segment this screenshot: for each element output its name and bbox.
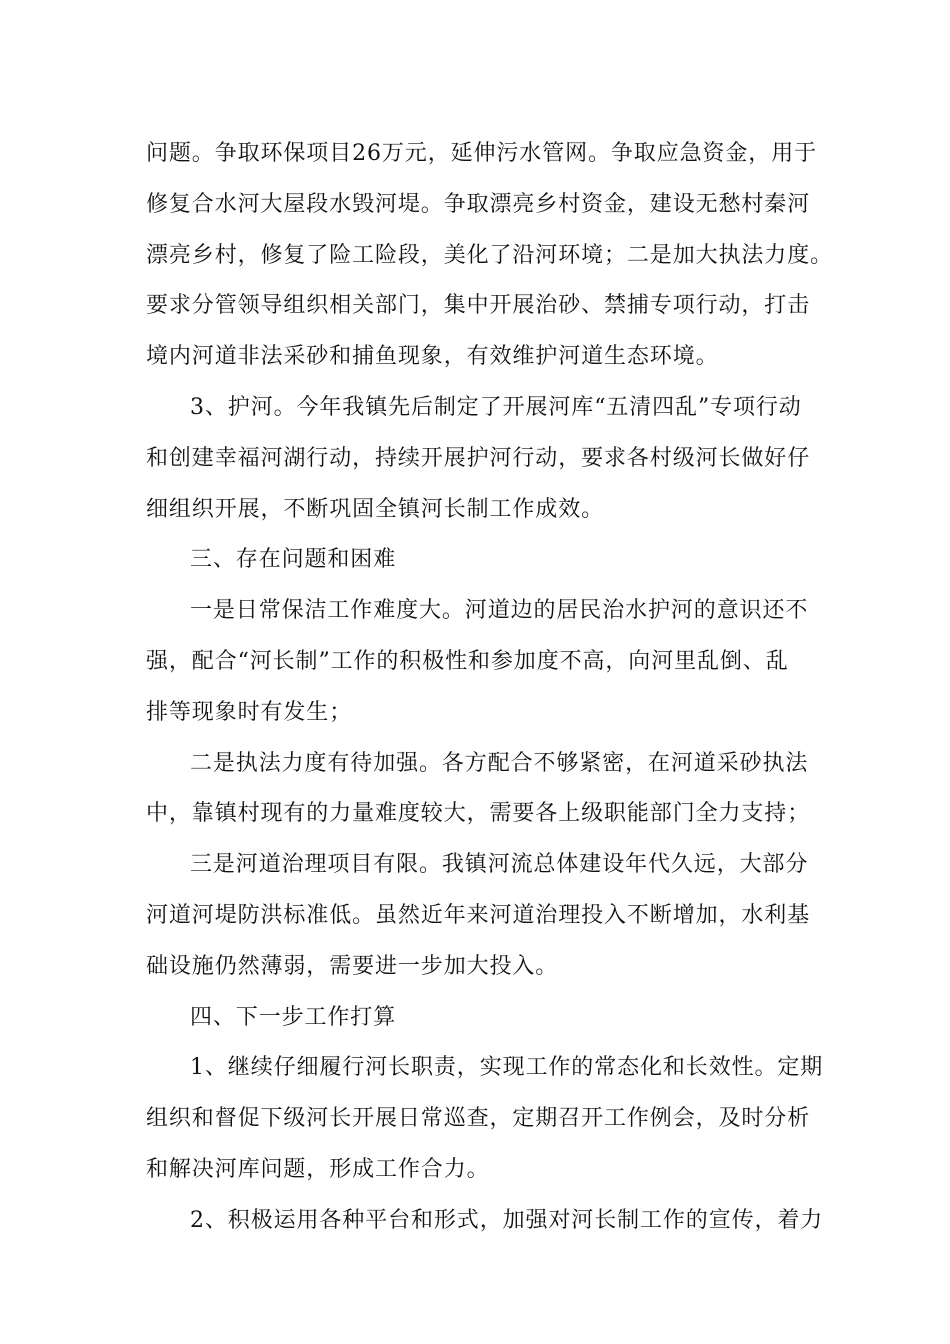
paragraph-start-line: 三是河道治理项目有限。我镇河流总体建设年代久远，大部分 bbox=[190, 852, 809, 878]
text-line: 排等现象时有发生； bbox=[146, 699, 353, 725]
text-line: 和创建幸福河湖行动，持续开展护河行动，要求各村级河长做好仔 bbox=[146, 445, 811, 471]
text-line: 础设施仍然薄弱，需要进一步加大投入。 bbox=[146, 953, 559, 979]
paragraph-start-line: 二是执法力度有待加强。各方配合不够紧密，在河道采砂执法 bbox=[190, 750, 809, 776]
text-line: 强，配合“河长制”工作的积极性和参加度不高，向河里乱倒、乱 bbox=[146, 648, 789, 674]
text-line: 细组织开展，不断巩固全镇河长制工作成效。 bbox=[146, 496, 605, 522]
text-line: 问题。争取环保项目26万元，延伸污水管网。争取应急资金，用于 bbox=[146, 141, 817, 166]
text-line: 境内河道非法采砂和捕鱼现象，有效维护河道生态环境。 bbox=[146, 344, 719, 370]
section-heading: 四、下一步工作打算 bbox=[190, 1004, 397, 1030]
text-line: 要求分管领导组织相关部门，集中开展治砂、禁捕专项行动，打击 bbox=[146, 293, 811, 319]
text-line: 和解决河库问题，形成工作合力。 bbox=[146, 1156, 490, 1182]
paragraph-start-line: 3、护河。今年我镇先后制定了开展河库“五清四乱”专项行动 bbox=[190, 394, 802, 420]
text-line: 组织和督促下级河长开展日常巡查，定期召开工作例会，及时分析 bbox=[146, 1106, 811, 1132]
document-body bbox=[146, 129, 836, 1247]
text-line: 漂亮乡村，修复了险工险段，美化了沿河环境；二是加大执法力度。 bbox=[146, 242, 834, 268]
text-line: 修复合水河大屋段水毁河堤。争取漂亮乡村资金，建设无愁村秦河 bbox=[146, 191, 811, 217]
text-line: 中，靠镇村现有的力量难度较大，需要各上级职能部门全力支持； bbox=[146, 801, 811, 827]
section-heading: 三、存在问题和困难 bbox=[190, 547, 397, 573]
text-line: 河道河堤防洪标准低。虽然近年来河道治理投入不断增加，水利基 bbox=[146, 902, 811, 928]
paragraph-start-line: 一是日常保洁工作难度大。河道边的居民治水护河的意识还不 bbox=[190, 598, 809, 624]
paragraph-start-line: 2、积极运用各种平台和形式，加强对河长制工作的宣传，着力 bbox=[190, 1207, 824, 1233]
paragraph-start-line: 1、继续仔细履行河长职责，实现工作的常态化和长效性。定期 bbox=[190, 1055, 824, 1081]
